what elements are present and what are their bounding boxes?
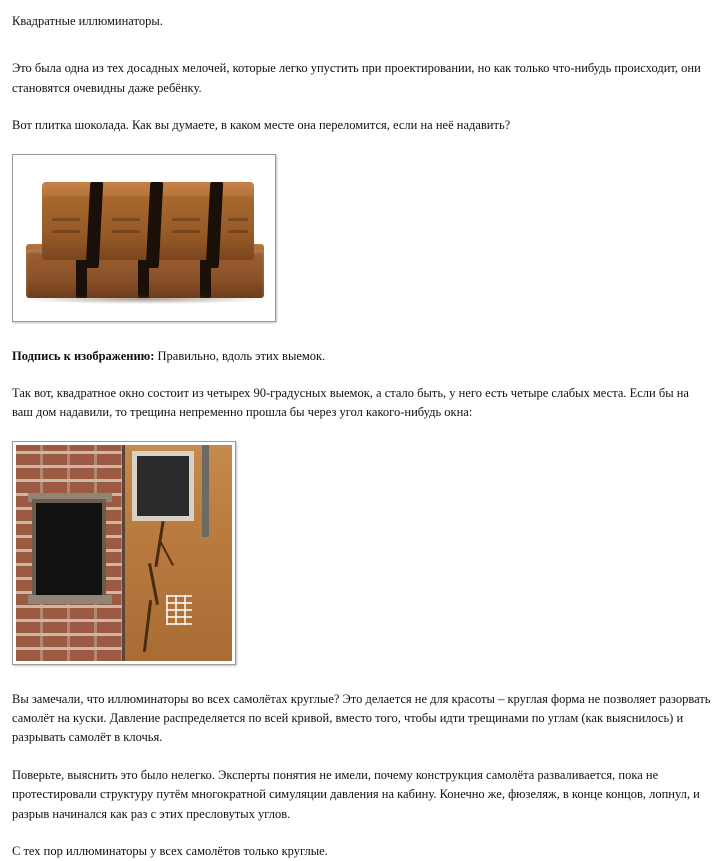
page-title: Квадратные иллюминаторы.: [12, 14, 163, 28]
question-paragraph: Вот плитка шоколада. Как вы думаете, в каком месте она переломится, если на неё надавить?: [12, 118, 511, 133]
explanation-paragraph: Так вот, квадратное окно состоит из четырех 90-градусных выемок, а стало быть, у него есть четыре слабых места. Если бы на ваш дом надавили, то трещина непременно прошла бы через угол какого-нибудь окна:: [12, 385, 689, 420]
wall-photo-frame: [12, 441, 236, 665]
chocolate-photo-frame: [12, 154, 276, 322]
testing-paragraph: Поверьте, выяснить это было нелегко. Эксперты понятия не имели, почему конструкция самолёта разваливается, пока не протестировали структуру путём многократной симуляции давления на кабину. Конечно же, фюзеляж, в конце концов, лопнул, и разрыв начинался как раз с этих пресловутых углов.: [12, 767, 700, 821]
cracked-wall-window-photo: [16, 445, 232, 661]
chocolate-figure: [12, 154, 713, 323]
image-caption-label: Подпись к изображению:: [12, 348, 155, 363]
intro-paragraph: Это была одна из тех досадных мелочей, которые легко упустить при проектировании, но как только что-нибудь происходит, они становятся очевидны даже ребёнку.: [12, 61, 701, 95]
chocolate-bar-photo: [16, 158, 272, 318]
conclusion-paragraph: С тех пор иллюминаторы у всех самолётов только круглые.: [12, 843, 328, 858]
image-caption: [12, 347, 713, 366]
image-caption-text: Правильно, вдоль этих выемок.: [157, 348, 326, 363]
porthole-paragraph: Вы замечали, что иллюминаторы во всех самолётах круглые? Это делается не для красоты – круглая форма не позволяет разорвать самолёт на куски. Давление распределяется по всей кривой, вместо того, чтобы идти трещинами по углам (как выяснилось) и разрывать самолёт в клочья.: [12, 691, 711, 745]
wall-figure: [12, 441, 713, 666]
